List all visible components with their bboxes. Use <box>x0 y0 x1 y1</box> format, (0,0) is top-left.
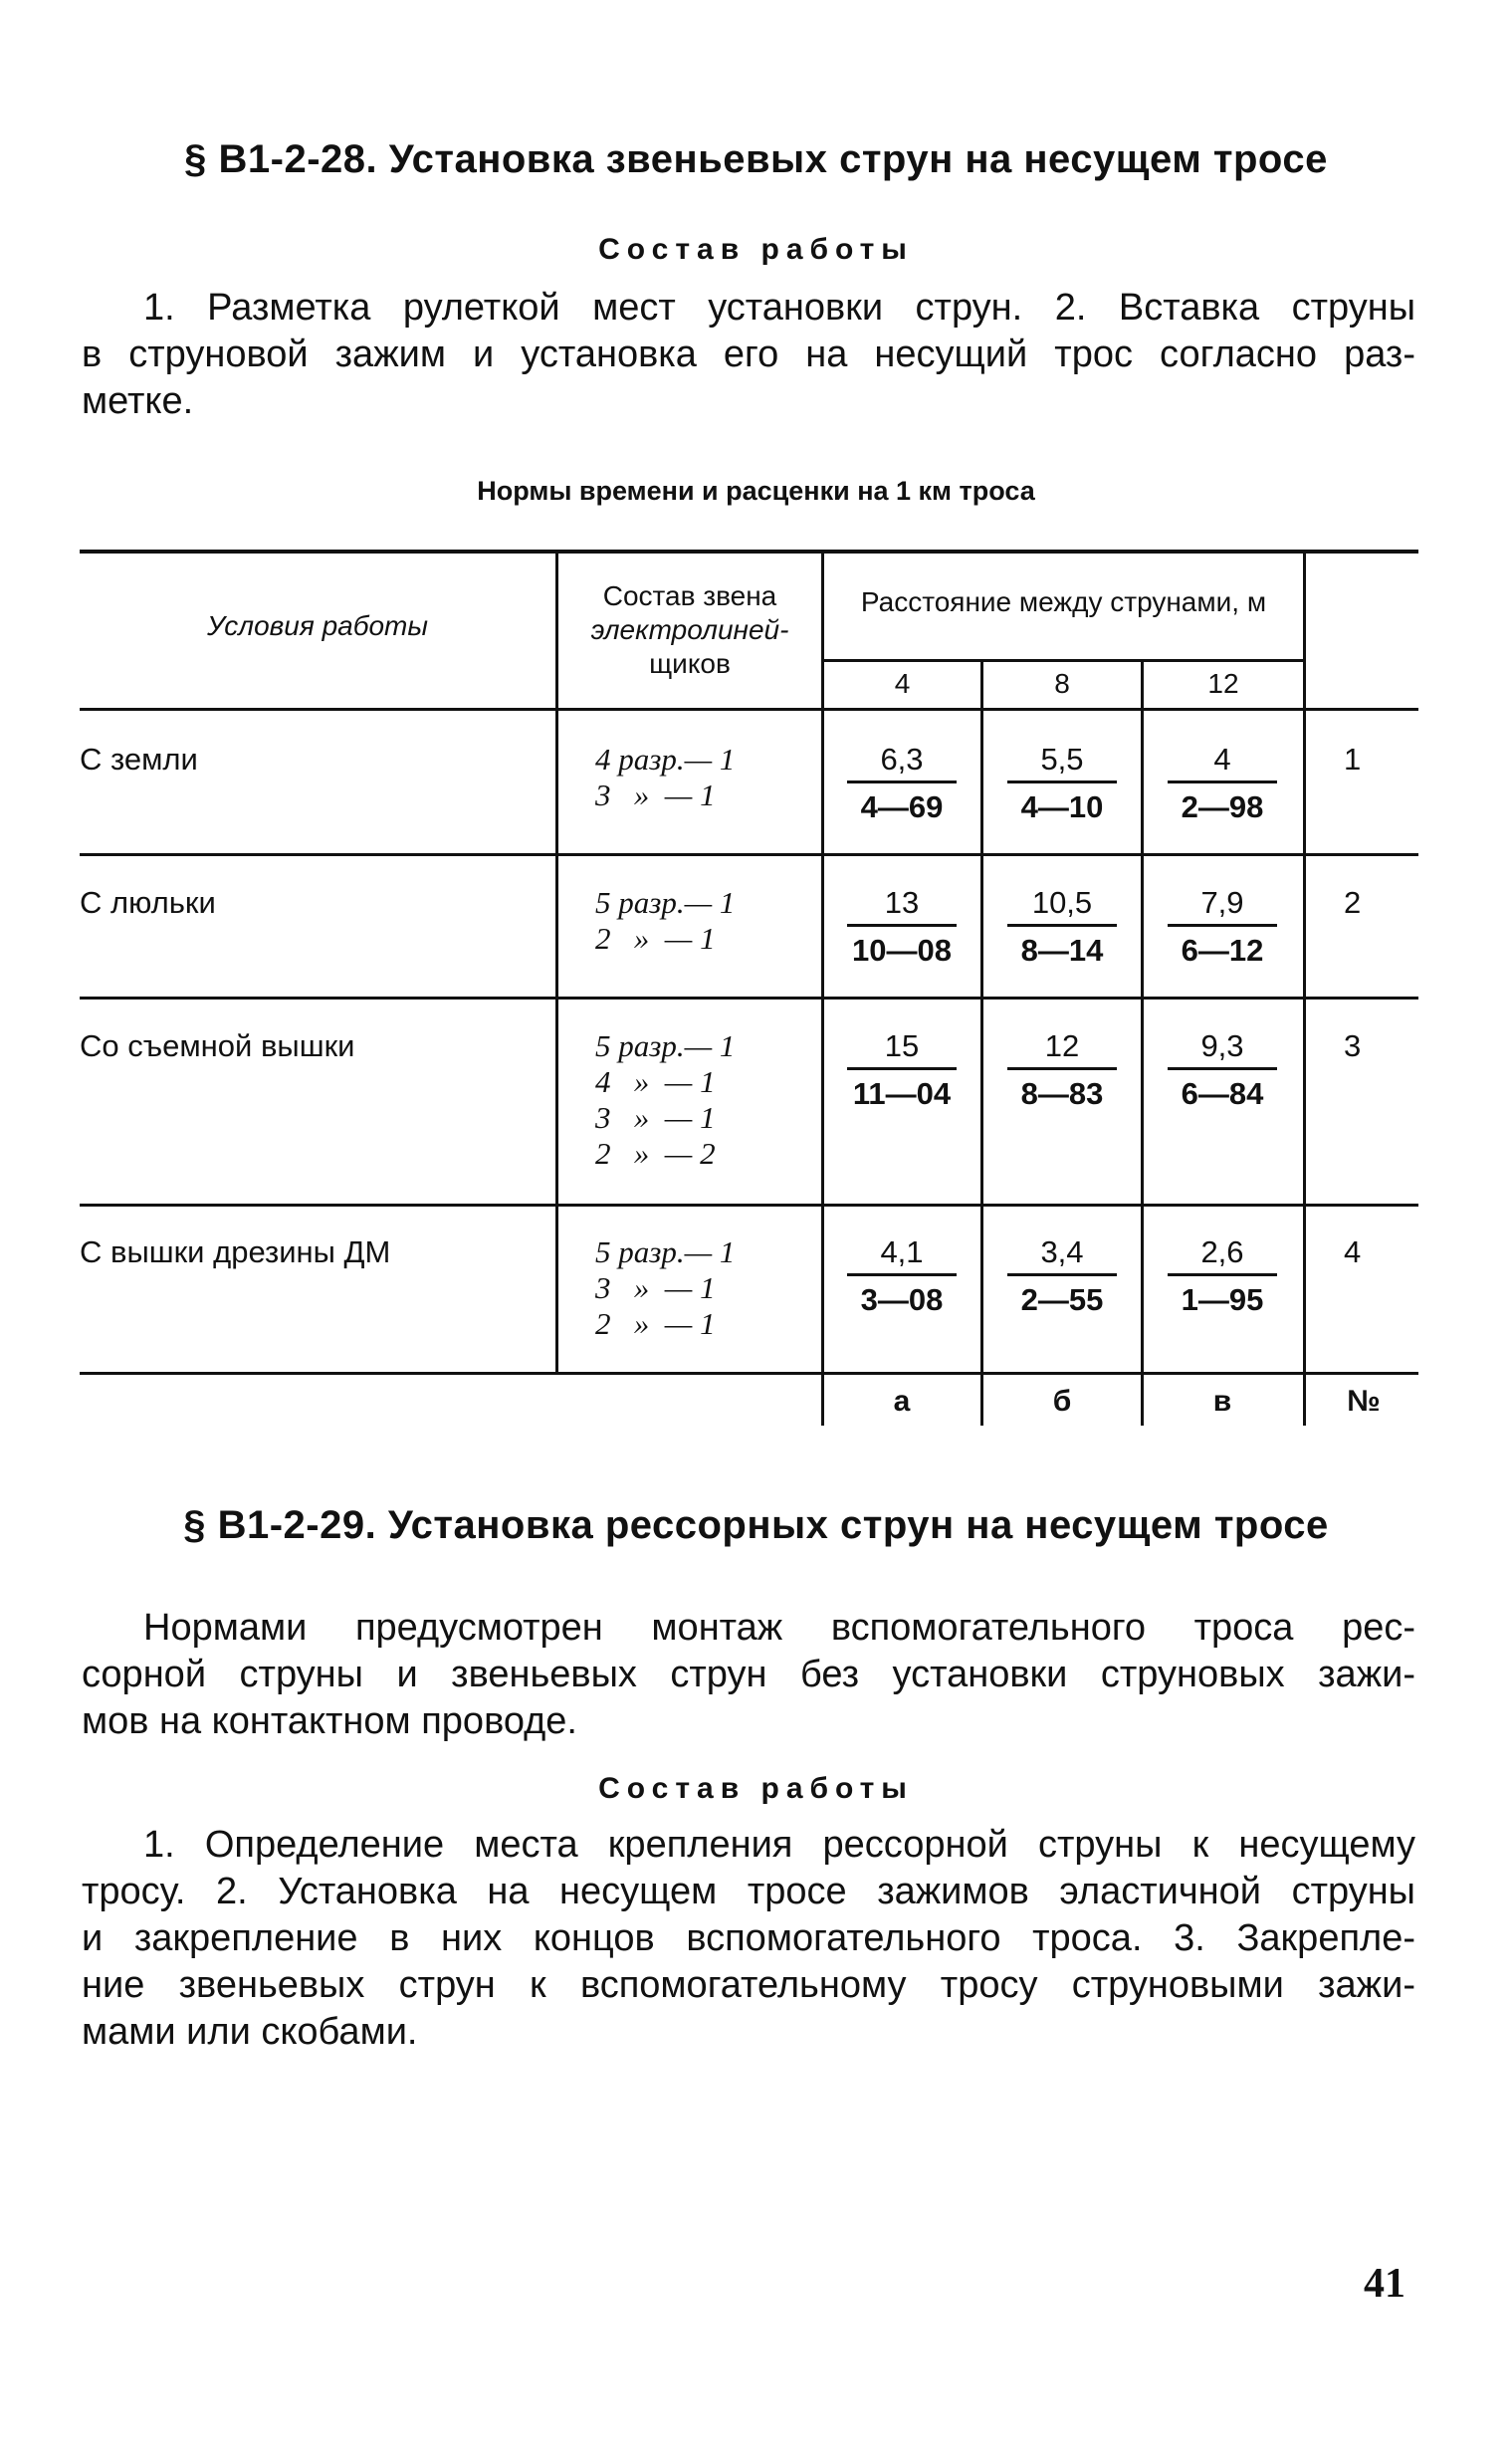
row-brigade <box>595 885 735 957</box>
column-key-a: а <box>893 1385 911 1418</box>
intro-paragraph-2 <box>82 1605 1415 1745</box>
norm-cell <box>982 1233 1142 1318</box>
norm-cell <box>822 1027 981 1112</box>
header-conditions: Условия работы <box>207 610 428 641</box>
norm-cell <box>822 1233 981 1318</box>
norm-value: 4 <box>1213 742 1231 777</box>
table-caption: Нормы времени и расценки на 1 км троса <box>477 476 1035 506</box>
row-number: 1 <box>1344 742 1362 777</box>
price-value: 2—98 <box>1181 789 1264 824</box>
row-condition: С вышки дрезины ДМ <box>80 1234 391 1269</box>
header-line: Состав звена <box>602 580 777 611</box>
text-line: мами или скобами. <box>82 2011 418 2053</box>
fraction-bar <box>1007 924 1117 927</box>
row-number: 4 <box>1344 1234 1362 1269</box>
work-heading-2: Состав работы <box>598 1772 914 1805</box>
header-distance-8: 8 <box>1054 668 1070 699</box>
norm-value: 7,9 <box>1200 885 1244 920</box>
text-line: Нормами предусмотрен монтаж вспомогательного троса рес- <box>143 1607 1415 1649</box>
text-line: в струновой зажим и установка его на несущий трос согласно раз- <box>82 334 1415 375</box>
header-sub-rule <box>822 659 1306 662</box>
text-line: мов на контактном проводе. <box>82 1700 577 1742</box>
row-brigade <box>595 1234 735 1342</box>
norm-cell <box>822 741 981 825</box>
fraction-bar <box>1168 780 1277 783</box>
col-rule <box>1303 550 1306 1426</box>
brigade-line: 3 » — 1 <box>595 1100 716 1135</box>
brigade-line: 5 разр.— 1 <box>595 1234 736 1269</box>
fraction-bar <box>1007 780 1117 783</box>
norm-cell <box>1143 1027 1302 1112</box>
norm-value: 9,3 <box>1200 1028 1244 1063</box>
norm-cell <box>982 741 1142 825</box>
fraction-bar <box>847 780 957 783</box>
brigade-line: 5 разр.— 1 <box>595 1028 736 1063</box>
text-line: ние звеньевых струн к вспомогательному тросу струновыми зажи- <box>82 1964 1415 2006</box>
table-top-rule <box>80 550 1418 554</box>
norm-value: 5,5 <box>1040 742 1084 777</box>
norm-value: 10,5 <box>1031 885 1093 920</box>
brigade-line: 4 разр.— 1 <box>595 742 736 777</box>
row-condition: С земли <box>80 742 198 777</box>
row-rule <box>80 997 1418 1000</box>
price-value: 11—04 <box>852 1076 952 1111</box>
norm-value: 13 <box>884 885 920 920</box>
brigade-line: 3 » — 1 <box>595 778 716 812</box>
row-brigade <box>595 742 735 813</box>
section-title-1: § В1-2-28. Установка звеньевых струн на несущем тросе <box>184 137 1328 181</box>
norm-cell <box>982 1027 1142 1112</box>
fraction-bar <box>1168 1067 1277 1070</box>
fraction-bar <box>1168 1273 1277 1276</box>
norm-value: 12 <box>1044 1028 1080 1063</box>
column-key-b: б <box>1052 1385 1072 1418</box>
price-value: 6—12 <box>1181 933 1264 968</box>
price-value: 2—55 <box>1020 1282 1104 1317</box>
price-value: 6—84 <box>1181 1076 1264 1111</box>
norm-value: 15 <box>884 1028 920 1063</box>
text-line: и закрепление в них концов вспомогательного троса. 3. Закрепле- <box>82 1917 1415 1959</box>
norm-value: 6,3 <box>880 742 924 777</box>
section-title-2: § В1-2-29. Установка рессорных струн на несущем тросе <box>183 1503 1329 1547</box>
brigade-line: 4 » — 1 <box>595 1064 716 1099</box>
norm-cell <box>1143 741 1302 825</box>
norm-cell <box>822 884 981 969</box>
norm-cell <box>1143 884 1302 969</box>
brigade-line: 3 » — 1 <box>595 1270 716 1305</box>
row-rule <box>80 853 1418 856</box>
work-heading-1: Состав работы <box>598 233 914 266</box>
fraction-bar <box>847 1273 957 1276</box>
row-condition: С люльки <box>80 885 216 920</box>
page-number: 41 <box>1364 2261 1405 2307</box>
header-line: электролиней- <box>590 614 789 645</box>
brigade-line: 2 » — 1 <box>595 921 716 956</box>
price-value: 8—14 <box>1020 933 1104 968</box>
column-key-num: № <box>1347 1385 1381 1418</box>
fraction-bar <box>1007 1273 1117 1276</box>
price-value: 1—95 <box>1181 1282 1264 1317</box>
row-number: 2 <box>1344 885 1362 920</box>
text-line: метке. <box>82 380 194 422</box>
work-paragraph-2 <box>82 1822 1415 2056</box>
fraction-bar <box>1007 1067 1117 1070</box>
column-key-v: в <box>1212 1385 1232 1418</box>
norm-cell <box>1143 1233 1302 1318</box>
header-bottom-rule <box>80 708 1418 711</box>
price-value: 4—69 <box>860 789 944 824</box>
row-brigade <box>595 1028 735 1172</box>
norm-value: 2,6 <box>1200 1234 1244 1269</box>
fraction-bar <box>1168 924 1277 927</box>
brigade-line: 5 разр.— 1 <box>595 885 736 920</box>
brigade-line: 2 » — 1 <box>595 1306 716 1341</box>
header-distance-4: 4 <box>894 668 911 699</box>
norm-cell <box>982 884 1142 969</box>
header-distance: Расстояние между струнами, м <box>860 586 1267 617</box>
row-condition: Со съемной вышки <box>80 1028 355 1063</box>
fraction-bar <box>847 1067 957 1070</box>
text-line: тросу. 2. Установка на несущем тросе зажимов эластичной струны <box>82 1871 1415 1912</box>
text-line: 1. Определение места крепления рессорной струны к несущему <box>143 1824 1415 1866</box>
price-value: 8—83 <box>1020 1076 1104 1111</box>
fraction-bar <box>847 924 957 927</box>
norm-value: 3,4 <box>1040 1234 1084 1269</box>
norm-value: 4,1 <box>880 1234 924 1269</box>
header-brigade <box>558 579 821 681</box>
price-value: 3—08 <box>860 1282 944 1317</box>
table-bottom-rule <box>80 1372 1418 1375</box>
price-value: 4—10 <box>1020 789 1104 824</box>
text-line: 1. Разметка рулеткой мест установки струн. 2. Вставка струны <box>143 287 1415 329</box>
row-rule <box>80 1204 1418 1207</box>
text-line: сорной струны и звеньевых струн без установки струновых зажи- <box>82 1654 1415 1695</box>
price-value: 10—08 <box>852 933 952 968</box>
header-distance-12: 12 <box>1207 668 1239 699</box>
header-line: щиков <box>649 648 731 679</box>
row-number: 3 <box>1344 1028 1362 1063</box>
work-paragraph-1 <box>82 285 1415 425</box>
brigade-line: 2 » — 2 <box>595 1136 716 1171</box>
